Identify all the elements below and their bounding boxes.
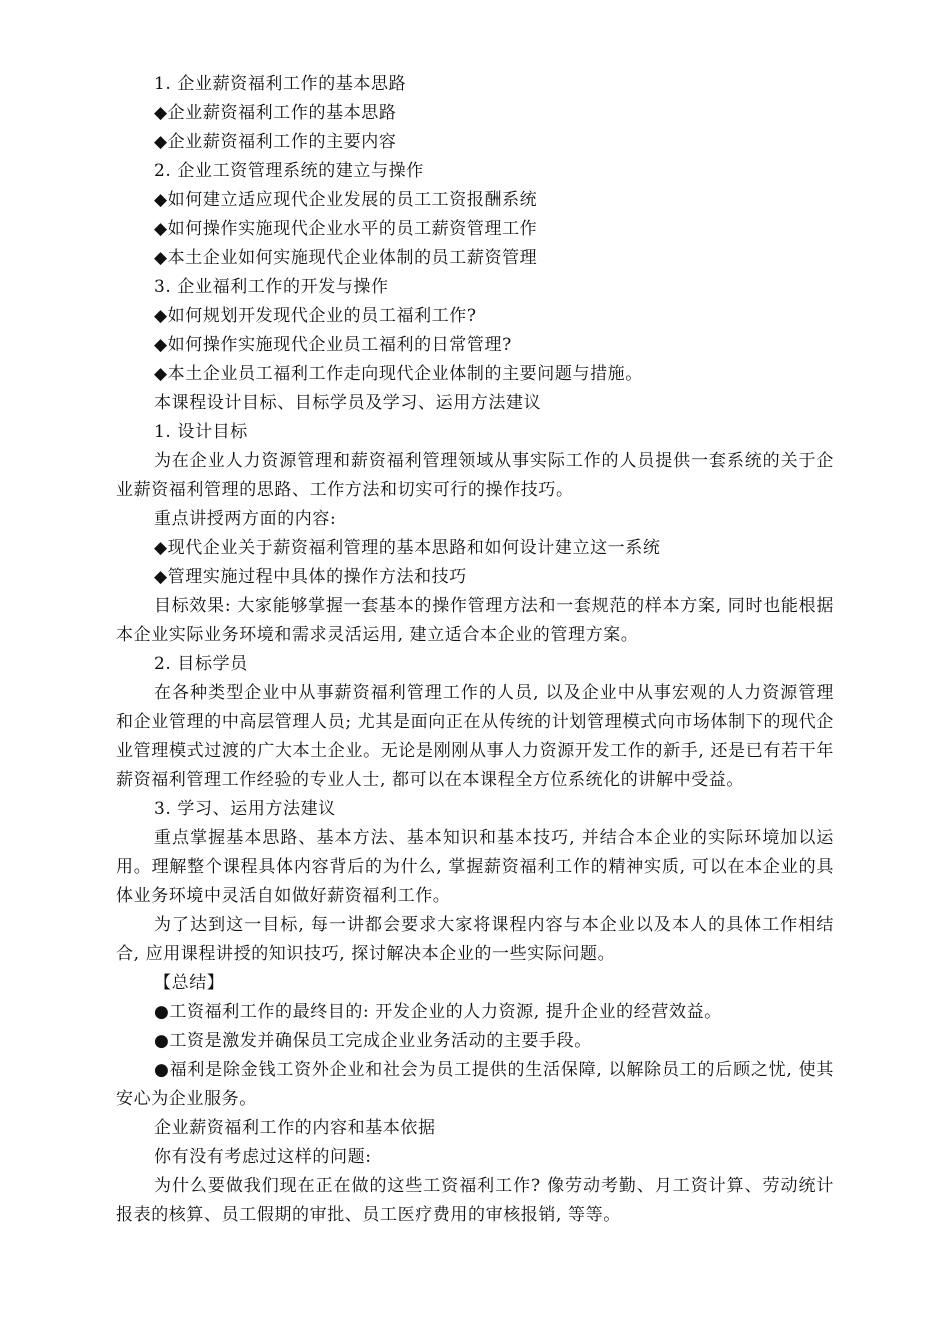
paragraph-question: 为什么要做我们现在正在做的这些工资福利工作? 像劳动考勤、月工资计算、劳动统计报表的核算、员工假期的审批、员工医疗费用的审核报销, 等等。 xyxy=(116,1176,834,1225)
section-heading-content-basis: 企业薪资福利工作的内容和基本依据 xyxy=(154,1118,436,1138)
paragraph-design-goal: 为在企业人力资源管理和薪资福利管理领域从事实际工作的人员提供一套系统的关于企业薪资福利管理的思路、工作方法和切实可行的操作技巧。 xyxy=(116,451,834,500)
subheading-target-students: 2. 目标学员 xyxy=(154,654,248,674)
outline-bullet: ◆本土企业员工福利工作走向现代企业体制的主要问题与措施。 xyxy=(154,364,643,384)
summary-bullet-paragraph: ●福利是除金钱工资外企业和社会为员工提供的生活保障, 以解除员工的后顾之忧, 使其安心为企业服务。 xyxy=(116,1060,834,1109)
outline-bullet: ◆如何建立适应现代企业发展的员工工资报酬系统 xyxy=(154,190,538,210)
question-intro: 你有没有考虑过这样的问题: xyxy=(154,1147,372,1167)
paragraph-learning-method-2: 为了达到这一目标, 每一讲都会要求大家将课程内容与本企业以及本人的具体工作相结合, 应用课程讲授的知识技巧, 探讨解决本企业的一些实际问题。 xyxy=(116,915,834,964)
key-content-bullet: ◆管理实施过程中具体的操作方法和技巧 xyxy=(154,567,467,587)
summary-heading: 【总结】 xyxy=(154,973,225,993)
section-heading-course-design: 本课程设计目标、目标学员及学习、运用方法建议 xyxy=(154,393,542,413)
paragraph-learning-method-1: 重点掌握基本思路、基本方法、基本知识和基本技巧, 并结合本企业的实际环境加以运用。理解整个课程具体内容背后的为什么, 掌握薪资福利工作的精神实质, 可以在本企业的具体业务环境中灵活自如做好薪资福利工作。 xyxy=(116,828,834,906)
outline-bullet: ◆企业薪资福利工作的基本思路 xyxy=(154,103,397,123)
outline-bullet: ◆如何操作实施现代企业员工福利的日常管理? xyxy=(154,335,512,355)
outline-bullet: ◆企业薪资福利工作的主要内容 xyxy=(154,132,397,152)
outline-heading-2: 2. 企业工资管理系统的建立与操作 xyxy=(154,161,424,181)
paragraph-target-students: 在各种类型企业中从事薪资福利管理工作的人员, 以及企业中从事宏观的人力资源管理和企业管理的中高层管理人员; 尤其是面向正在从传统的计划管理模式向市场体制下的现代企业管理模式过渡的广大本土企业。无论是刚刚从事人力资源开发工作的新手, 还是已有若干年薪资福利管理工作经验的专业人士, 都可以在本课程全方位系统化的讲解中受益。 xyxy=(116,683,834,790)
document-page xyxy=(116,70,834,1230)
key-content-label: 重点讲授两方面的内容: xyxy=(154,509,337,529)
outline-heading-1: 1. 企业薪资福利工作的基本思路 xyxy=(154,74,407,94)
outline-bullet: ◆本土企业如何实施现代企业体制的员工薪资管理 xyxy=(154,248,538,268)
outline-heading-3: 3. 企业福利工作的开发与操作 xyxy=(154,277,389,297)
subheading-learning-method: 3. 学习、运用方法建议 xyxy=(154,799,336,819)
key-content-bullet: ◆现代企业关于薪资福利管理的基本思路和如何设计建立这一系统 xyxy=(154,538,661,558)
outline-bullet: ◆如何操作实施现代企业水平的员工薪资管理工作 xyxy=(154,219,538,239)
summary-bullet: ●工资福利工作的最终目的: 开发企业的人力资源, 提升企业的经营效益。 xyxy=(154,1002,722,1022)
summary-bullet: ●工资是激发并确保员工完成企业业务活动的主要手段。 xyxy=(154,1031,592,1051)
paragraph-target-effect: 目标效果: 大家能够掌握一套基本的操作管理方法和一套规范的样本方案, 同时也能根据本企业实际业务环境和需求灵活运用, 建立适合本企业的管理方案。 xyxy=(116,596,834,645)
outline-bullet: ◆如何规划开发现代企业的员工福利工作? xyxy=(154,306,477,326)
subheading-design-goal: 1. 设计目标 xyxy=(154,422,248,442)
